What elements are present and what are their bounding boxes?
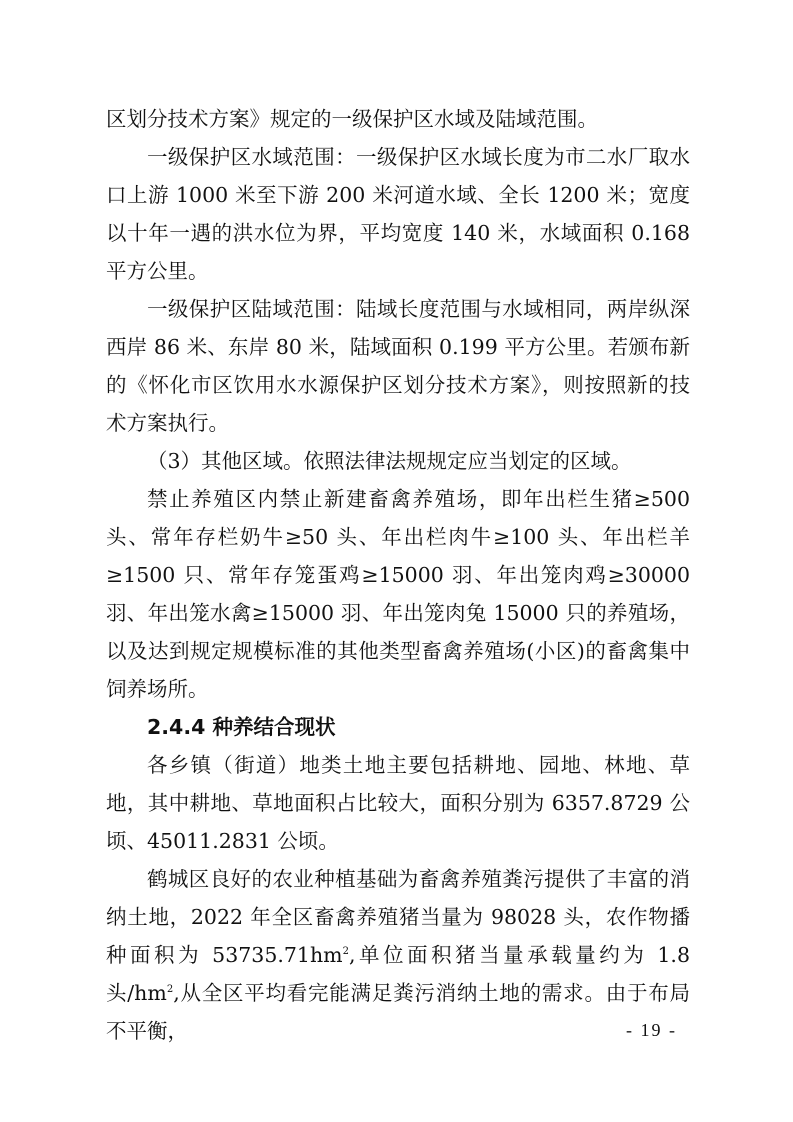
manure-text-part-2: ,单位面积猪当量承载量约为 1.8 头/hm xyxy=(106,943,690,1005)
page-body xyxy=(106,100,690,1050)
paragraph-land-types: 各乡镇（街道）地类土地主要包括耕地、园地、林地、草地，其中耕地、草地面积占比较大，面积分别为 6357.8729 公顷、45011.2831 公顷。 xyxy=(106,753,690,853)
paragraph-manure-absorption xyxy=(106,860,690,1050)
paragraph-water-area-scope: 一级保护区水域范围：一级保护区水域长度为市二水厂取水口上游 1000 米至下游 200 米河道水域、全长 1200 米；宽度以十年一遇的洪水位为界，平均宽度 140 米，水域面积 0.168 平方公里。 xyxy=(106,145,690,283)
paragraph-land-area-scope: 一级保护区陆域范围：陆域长度范围与水域相同，两岸纵深西岸 86 米、东岸 80 米，陆域面积 0.199 平方公里。若颁布新的《怀化市区饮用水水源保护区划分技术方案》，则按照新的技术方案执行。 xyxy=(106,297,690,435)
paragraph-continuation: 区划分技术方案》规定的一级保护区水域及陆域范围。 xyxy=(106,107,598,131)
manure-text-part-1: 鹤城区良好的农业种植基础为畜禽养殖粪污提供了丰富的消纳土地，2022 年全区畜禽养殖猪当量为 98028 头，农作物播种面积为 53735.71hm xyxy=(106,867,690,967)
page-number: - 19 - xyxy=(626,1020,677,1040)
paragraph-breeding-prohibition: 禁止养殖区内禁止新建畜禽养殖场，即年出栏生猪≥500 头、常年存栏奶牛≥50 头、年出栏肉牛≥100 头、年出栏羊≥1500 只、常年存笼蛋鸡≥15000 羽、年出笼肉鸡≥30000 羽、年出笼水禽≥15000 羽、年出笼肉兔 15000 只的养殖场，以及达到规定规模标准的其他类型畜禽养殖场(小区)的畜禽集中饲养场所。 xyxy=(106,487,690,701)
section-heading: 2.4.4 种养结合现状 xyxy=(147,715,336,739)
manure-text-part-3: ,从全区平均看完能满足粪污消纳土地的需求。由于布局不平衡， xyxy=(106,981,690,1043)
superscript-squared-2: 2 xyxy=(166,984,174,996)
superscript-squared-1: 2 xyxy=(342,946,349,958)
paragraph-other-areas: （3）其他区域。依照法律法规规定应当划定的区域。 xyxy=(147,449,632,473)
